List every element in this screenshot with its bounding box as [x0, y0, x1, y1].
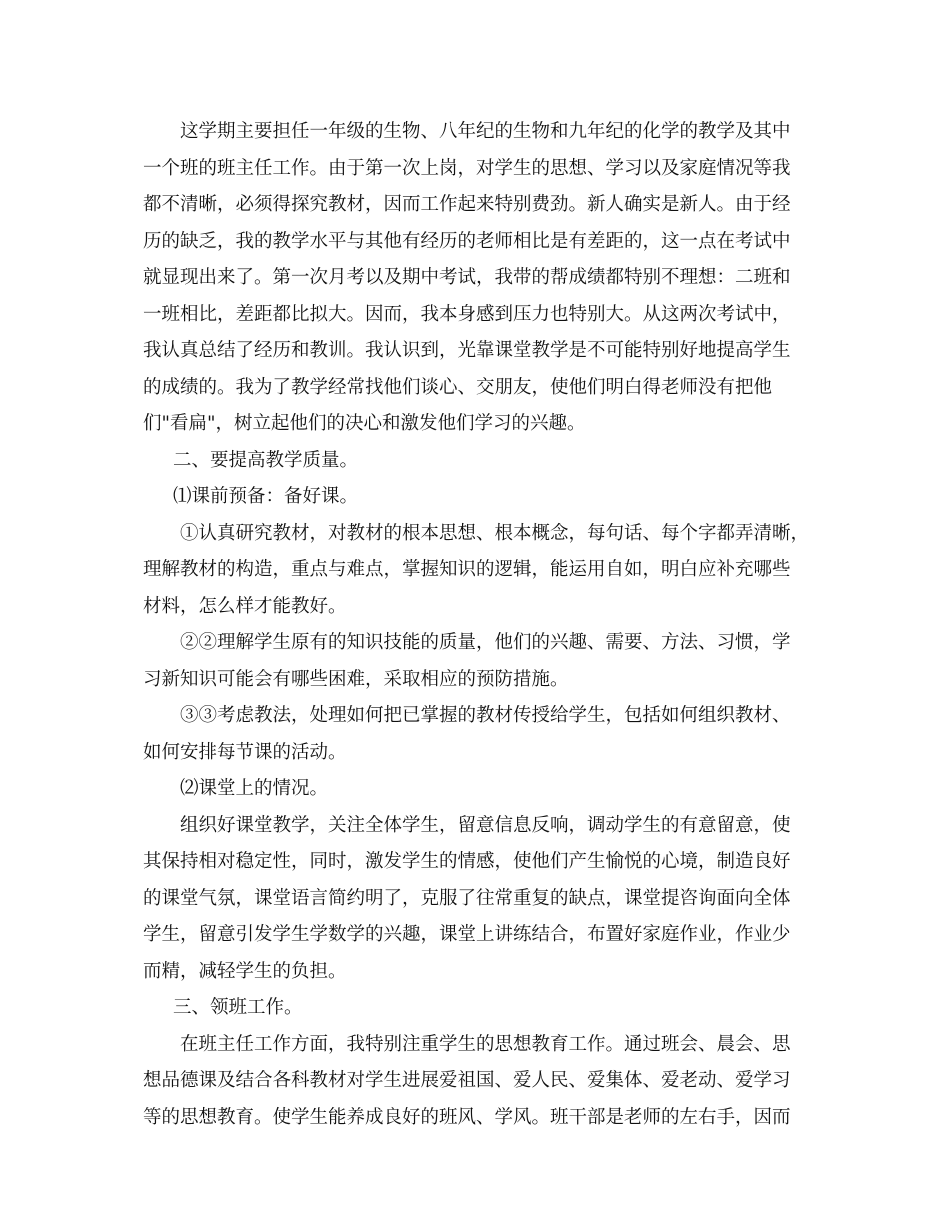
text-line: 一班相比，差距都比拟大。因而，我本身感到压力也特别大。从这两次考试中，: [143, 303, 791, 325]
subsection-heading: ⑵课堂上的情况。: [180, 778, 329, 799]
text-line: 们"看扁"，树立起他们的决心和激发他们学习的兴趣。: [143, 413, 586, 434]
text-line: ③③考虑教法，处理如何把已掌握的教材传授给学生，包括如何组织教材、: [180, 705, 791, 726]
section-heading: 三、领班工作。: [173, 997, 303, 1018]
document-body: [143, 114, 823, 1136]
text-line: 其保持相对稳定性，同时，激发学生的情感，使他们产生愉悦的心境，制造良好: [143, 851, 791, 872]
text-line: 等的思想教育。使学生能养成良好的班风、学风。班干部是老师的左右手，因而: [143, 1106, 791, 1128]
text-line: 而精，减轻学生的负担。: [143, 960, 347, 982]
text-line: 组织好课堂教学，关注全体学生，留意信息反响，调动学生的有意留意，使: [180, 814, 791, 836]
text-line: 我认真总结了经历和教训。我认识到，光靠课堂教学是不可能特别好地提高学生: [143, 340, 791, 361]
subsection-heading: ⑴课前预备：备好课。: [173, 486, 359, 507]
text-line: 这学期主要担任一年级的生物、八年纪的生物和九年纪的化学的教学及其中: [180, 121, 791, 142]
text-line: 材料，怎么样才能教好。: [143, 595, 347, 617]
text-line: 在班主任工作方面，我特别注重学生的思想教育工作。通过班会、晨会、思: [180, 1033, 791, 1055]
text-line: 的课堂气氛，课堂语言简约明了，克服了往常重复的缺点，课堂提咨询面向全体: [143, 887, 791, 909]
text-line: 如何安排每节课的活动。: [143, 741, 347, 763]
text-line: 想品德课及结合各科教材对学生进展爱祖国、爱人民、爱集体、爱老动、爱学习: [143, 1070, 791, 1091]
text-line: 学生，留意引发学生学数学的兴趣，课堂上讲练结合，布置好家庭作业，作业少: [143, 924, 791, 945]
text-line: 的成绩的。我为了教学经常找他们谈心、交朋友，使他们明白得老师没有把他: [143, 376, 773, 398]
section-heading: 二、要提高教学质量。: [173, 449, 359, 471]
text-line: 历的缺乏，我的教学水平与其他有经历的老师相比是有差距的，这一点在考试中: [143, 230, 791, 252]
text-line: 就显现出来了。第一次月考以及期中考试，我带的帮成绩都特别不理想：二班和: [143, 267, 791, 288]
text-line: 一个班的班主任工作。由于第一次上岗，对学生的思想、学习以及家庭情况等我: [143, 157, 791, 179]
text-line: 理解教材的构造，重点与难点，掌握知识的逻辑，能运用自如，明白应补充哪些: [143, 559, 791, 580]
text-line: ②②理解学生原有的知识技能的质量，他们的兴趣、需要、方法、习惯，学: [180, 632, 791, 653]
text-line: ①认真研究教材，对教材的根本思想、根本概念，每句话、每个字都弄清晰，: [180, 522, 810, 544]
text-line: 都不清晰，必须得探究教材，因而工作起来特别费劲。新人确实是新人。由于经: [143, 194, 791, 215]
text-line: 习新知识可能会有哪些困难，采取相应的预防措施。: [143, 668, 569, 690]
